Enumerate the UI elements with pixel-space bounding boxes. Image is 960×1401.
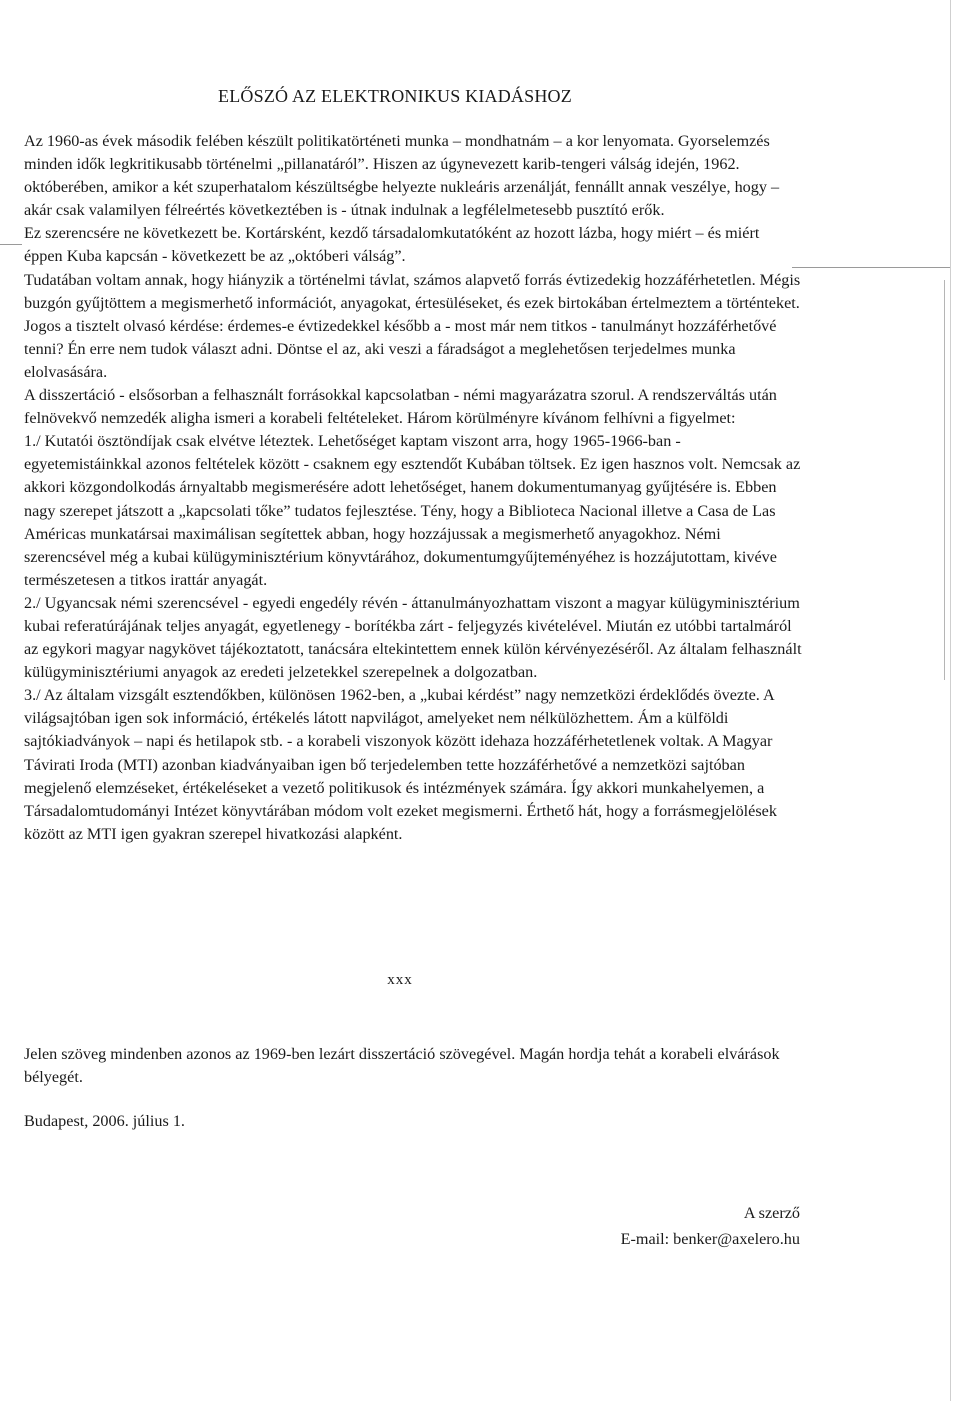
paragraph-intro: Az 1960-as évek második felében készült politikatörténeti munka – mondhatnám – a kor lenyomata. Gyorselemzés minden idők legkritikusabb történelmi „pillanatáról”. Hiszen az úgynevezett karib-tengeri válság idején, 1962. októberében, amikor a két szuperhatalom készültségbe helyezte nukleáris arzenálját, fennállt annak veszélye, hogy – akár csak valamilyen félreértés következtében is - útnak indulnak a legfélelmetesebb pusztító erők. <box>24 132 780 220</box>
paragraph-point-2: 2./ Ugyancsak némi szerencsével - egyedi engedély révén - áttanulmányozhattam viszont a magyar külügyminisztérium kubai referatúrájának teljes anyagát, egyetlenegy - borítékba zárt - feljegyzés kivételével. Miután ez utóbbi tartalmáról az egykori magyar nagykövet tájékoztatott, tanácsára eltekintettem ennek külön kérvényezéséről. Az általam felhasznált külügyminisztériumi anyagok az eredeti jelzetekkel szerepelnek a dolgozatban. <box>24 593 802 682</box>
paragraph-awareness: Tudatában voltam annak, hogy hiányzik a történelmi távlat, számos alapvető forrás évtizedekig hozzáférhetetlen. Mégis buzgón gyűjtöttem a megismerhető információt, anyagokat, értesüléseket, és ezek birtokában értelmeztem a történteket. <box>24 270 801 312</box>
paragraph-point-3: 3./ Az általam vizsgált esztendőkben, különösen 1962-ben, a „kubai kérdést” nagy nemzetközi érdeklődés övezte. A világsajtóban igen sok információ, értékelés látott napvilágot, amelyeket nem nélkülözhettem. Ám a külföldi sajtókiadványok – napi és hetilapok stb. - a korabeli viszonyok között idehaza hozzáférhetetlenek voltak. A Magyar Távirati Iroda (MTI) azonban kiadványaiban igen bő terjedelemben tette hozzáférhetővé a nemzetközi sajtóban megjelenő elemzéseket, értékeléseket a vezető politikusok és intézmények számára. Így akkori munkahelyemen, a Társadalomtudományi Intézet könyvtárában módom volt ezeket megismerni. Érthető hát, hogy a forrásmegjelölések között az MTI igen gyakran szerepel hivatkozási alapként. <box>24 686 777 843</box>
paragraph-question: Jogos a tisztelt olvasó kérdése: érdemes-e évtizedekkel később a - most már nem titkos - tanulmányt hozzáférhetővé tenni? Én erre nem tudok választ adni. Döntse el az, aki veszi a fáradságot a meglehetősen terjedelmes munka elolvasására. <box>24 316 777 381</box>
document-title: ELŐSZÓ AZ ELEKTRONIKUS KIADÁSHOZ <box>218 86 572 106</box>
paragraph-crisis: Ez szerencsére ne következett be. Kortársként, kezdő társadalomkutatóként az hozott lázba, hogy miért – és miért éppen Kuba kapcsán - következett be az „októberi válság”. <box>24 224 760 266</box>
scan-edge-line <box>950 0 951 1401</box>
closing-note <box>24 1043 802 1089</box>
author-email: E-mail: benker@axelero.hu <box>620 1230 800 1248</box>
signature-block <box>621 1200 800 1252</box>
paragraph-dissertation: A disszertáció - elsősorban a felhasznált forrásokkal kapcsolatban - némi magyarázatra szorul. A rendszerváltás után felnövekvő nemzedék aligha ismeri a korabeli feltételeket. Három körülményre kívánom felhívni a figyelmet: <box>24 386 777 428</box>
document-body <box>24 130 802 846</box>
scan-stray-line <box>792 267 950 268</box>
paragraph-point-1: 1./ Kutatói ösztöndíjak csak elvétve léteztek. Lehetőséget kaptam viszont arra, hogy 1965-1966-ban - egyetemistáinkkal azonos feltételek között - csaknem egy esztendőt Kubában töltsek. Ez igen hasznos volt. Nemcsak az akkori közgondolkodás árnyaltabb megismerésére adott lehetőséget, hanem dokumentumanyag gyűjtésére is. Ebben nagy szerepet játszott a „kapcsolati tőke” tudatos fejlesztése. Tény, hogy a Biblioteca Nacional illetve a Casa de Las Américas munkatársai maximálisan segítettek abban, hogy hozzájussak a megismerhető anyagokhoz. Némi szerencsével még a kubai külügyminisztérium könyvtárához, dokumentumgyűjteményéhez is hozzájutottam, kivéve természetesen a titkos irattár anyagát. <box>24 432 801 589</box>
scan-edge-tick <box>944 280 945 680</box>
section-divider: xxx <box>387 972 413 988</box>
author-signature: A szerző <box>743 1204 800 1222</box>
place-date: Budapest, 2006. július 1. <box>24 1112 185 1130</box>
closing-paragraph: Jelen szöveg mindenben azonos az 1969-ben lezárt disszertáció szövegével. Magán hordja tehát a korabeli elvárások bélyegét. <box>24 1045 780 1087</box>
scan-stray-line <box>0 244 22 245</box>
